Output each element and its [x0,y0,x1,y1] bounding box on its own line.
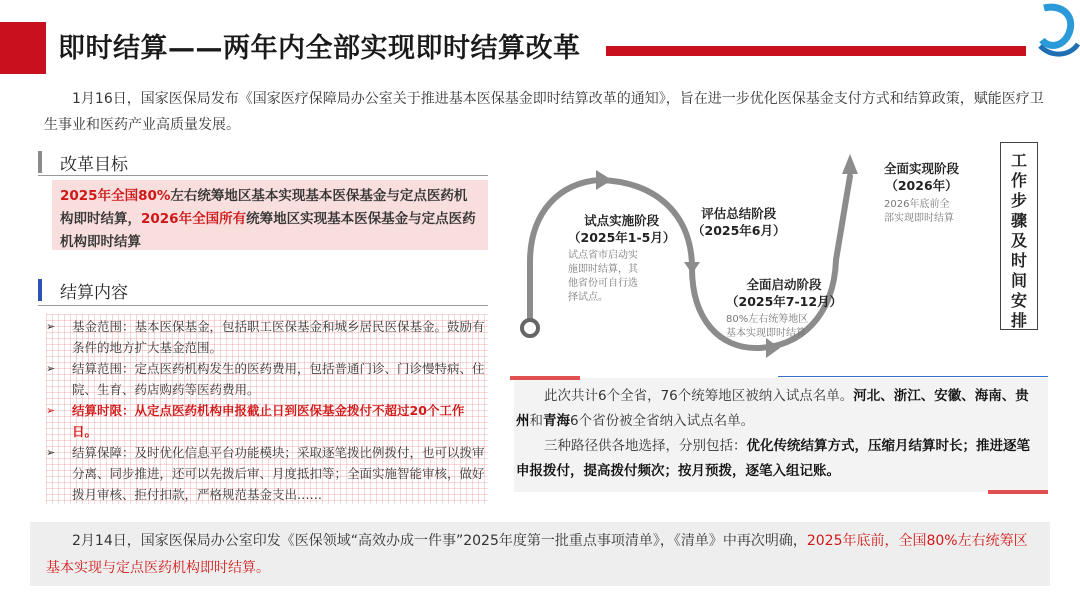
content-list [46,314,488,504]
note-accent-line [778,376,1048,377]
vertical-label-char: 工 [1010,151,1027,170]
goal-section-header [38,148,488,176]
goal-text-part: 地区基本实现基本医保基金与定点医药机构即时结算， [60,188,468,227]
list-item: ➢ 结算保障：及时优化信息平台功能模块；采取逐笔拨比例拨付，也可以拨审分离、同步推进，还可以先拨后审、月度抵扣等；全面实施智能审核，做好拨月审核、拒付扣款，严格规范基金支出…… [46,442,488,505]
content-section-header [38,276,488,304]
goal-text-part: 统筹地区实现基本医保基金与定点医药机构即时结算 [60,211,476,250]
note-text: 此次共计6个全省，76个统筹地区被纳入试点名单。河北、浙江、安徽、海南、贵州和青海6个省份被全省纳入试点名单。 三种路径供各地选择，分别包括：优化传统结算方式，压缩月结算时长；推进逐笔申报拨付，提高拨付频次；按月预拨，逐笔入组记账。 [516,388,1030,479]
arrow-bullet-icon: ➢ [46,446,56,459]
goal-text-part: 80% [138,188,171,204]
arrow-head-icon [596,170,612,190]
section-marker [38,279,42,301]
stage-3-desc [726,313,842,341]
section-divider [38,175,488,176]
arrow-bullet-icon: ➢ [46,362,56,375]
list-item: ➢ 结算时限：从定点医药机构申报截止日到医保基金拨付不超过20个工作日。 [46,400,488,442]
stage-desc-line: 基本实现即时结算 [726,328,806,339]
goal-text-part: 2025年全国 [60,188,139,204]
stage-2: 评估总结阶段 （2025年6月） [692,206,786,238]
vertical-label-char: 步 [1010,191,1027,210]
goal-text-part: 所有 [219,211,247,227]
stage-desc-line: 他省份可自行选 [568,278,638,289]
footer-note: 2月14日，国家医保局办公室印发《医保领域“高效办成一件事”2025年度第一批重点事项清单》，《清单》中再次明确，2025年底前，全国80%左右统筹区基本实现与定点医药机构即时结算。 [30,522,1050,586]
list-item: ➢ 结算范围：定点医药机构发生的医药费用，包括普通门诊、门诊慢特病、住院、生育、药店购药等医药费用。 [46,358,488,400]
vertical-label-char: 间 [1010,271,1027,290]
stage-desc-line: 施即时结算，其 [568,264,638,275]
arrow-bullet-icon: ➢ [46,320,56,333]
vertical-label-char: 排 [1010,311,1027,330]
stage-desc-line: 部实现即时结算 [884,213,954,224]
section-divider [38,305,488,306]
goal-heading: 改革目标 [60,155,128,175]
arrow-head-icon [766,338,780,358]
goal-box [52,180,488,250]
arrow-head-icon [684,262,700,274]
stage-desc-line: 试点省市启动实 [568,250,638,261]
goal-text-part: 左右统筹 [170,188,225,204]
header-accent-line [606,46,1026,56]
vertical-label-char: 安 [1010,291,1027,310]
start-point-icon [522,320,538,336]
stage-1-desc [568,249,675,305]
header-accent-block [0,22,46,74]
note-accent-right [988,490,1048,494]
stage-4: 全面实现阶段 （2026年） 2026年底前全 部实现即时结算 [884,161,960,224]
goal-text-part: 2026年全国 [141,211,220,227]
list-item: ➢ 基金范围：基本医保基金，包括职工医保基金和城乡居民医保基金。鼓励有条件的地方扩大基金范围。 [46,316,488,358]
goal-text [60,188,476,250]
page-title: 即时结算——两年内全部实现即时结算改革 [58,33,581,64]
stage-desc-line: 择试点。 [568,292,608,303]
intro-paragraph: 1月16日，国家医保局发布《国家医疗保障局办公室关于推进基本医保基金即时结算改革的通知》，旨在进一步优化医保基金支付方式和结算政策，赋能医疗卫生事业和医药产业高质量发展。 [44,91,1044,133]
stage-1: 试点实施阶段 （2025年1-5月） 试点省市启动实 施即时结算，其 他省份可自行选 择试点。 [568,213,676,303]
section-marker [38,151,42,173]
vertical-label-char: 骤 [1010,211,1027,230]
brand-logo-icon [1030,0,1080,62]
vertical-label-char: 及 [1010,231,1027,250]
arrow-bullet-icon: ➢ [46,404,56,417]
stage-3: 全面启动阶段 （2025年7-12月） 80%左右统筹地区 基本实现即时结算 [726,277,843,339]
stage-desc-line: 2026年底前全 [884,199,950,210]
vertical-label-char: 时 [1010,251,1027,270]
note-accent-left [510,376,580,380]
stage-desc-line: 80%左右统筹地区 [726,314,809,325]
stage-4-desc [884,198,959,226]
pilot-note-box [510,376,1048,494]
content-heading: 结算内容 [60,283,128,303]
vertical-label-char: 作 [1010,171,1027,190]
arrow-head-icon [842,154,858,174]
schedule-vertical-label [1000,142,1038,330]
